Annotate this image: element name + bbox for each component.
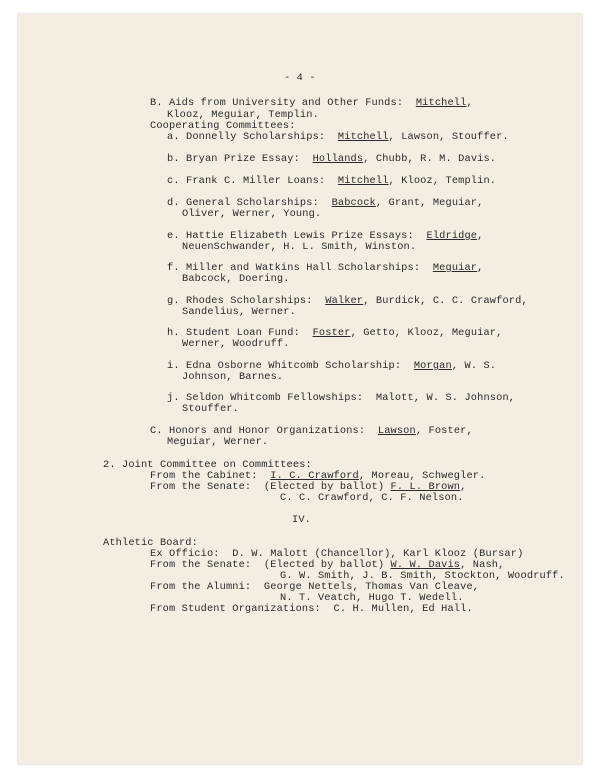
committee-item-cont: Johnson, Barnes. bbox=[182, 371, 284, 383]
committee-item: j. Seldon Whitcomb Fellowships: Malott, W. S. Johnson, bbox=[167, 392, 516, 404]
joint-senate-line: From the Senate: (Elected by ballot) F. L. Brown, bbox=[150, 481, 467, 493]
cooperating-committees-label: Cooperating Committees: bbox=[150, 120, 296, 132]
joint-committee-heading: 2. Joint Committee on Committees: bbox=[103, 459, 312, 471]
committee-item: h. Student Loan Fund: Foster, Getto, Klooz, Meguiar, bbox=[167, 327, 503, 339]
athletic-ex-officio: Ex Officio: D. W. Malott (Chancellor), Karl Klooz (Bursar) bbox=[150, 548, 524, 560]
joint-cabinet-line: From the Cabinet: I. C. Crawford, Moreau, Schwegler. bbox=[150, 470, 486, 482]
athletic-alumni-line-cont: N. T. Veatch, Hugo T. Wedell. bbox=[280, 592, 464, 604]
athletic-students-line: From Student Organizations: C. H. Mullen, Ed Hall. bbox=[150, 603, 473, 615]
committee-item: e. Hattie Elizabeth Lewis Prize Essays: Eldridge, bbox=[167, 230, 484, 242]
committee-item: a. Donnelly Scholarships: Mitchell, Lawson, Stouffer. bbox=[167, 131, 509, 143]
section-c-heading-cont: Meguiar, Werner. bbox=[167, 436, 269, 448]
committee-item-cont: Stouffer. bbox=[182, 403, 239, 415]
committee-item-cont: Werner, Woodruff. bbox=[182, 338, 290, 350]
committee-item: g. Rhodes Scholarships: Walker, Burdick, C. C. Crawford, bbox=[167, 295, 528, 307]
committee-item-cont: NeuenSchwander, H. L. Smith, Winston. bbox=[182, 241, 417, 253]
committee-item-cont: Sandelius, Werner. bbox=[182, 306, 296, 318]
committee-item-cont: Babcock, Doering. bbox=[182, 273, 290, 285]
committee-item: c. Frank C. Miller Loans: Mitchell, Klooz, Templin. bbox=[167, 175, 497, 187]
committee-item: f. Miller and Watkins Hall Scholarships: Meguiar, bbox=[167, 262, 484, 274]
page-number: - 4 - bbox=[284, 72, 316, 84]
athletic-board-heading: Athletic Board: bbox=[103, 537, 198, 549]
section-c-heading: C. Honors and Honor Organizations: Lawson, Foster, bbox=[150, 425, 473, 437]
section-b-heading: B. Aids from University and Other Funds: Mitchell, bbox=[150, 97, 473, 109]
document-page bbox=[18, 14, 582, 764]
section-iv-heading: IV. bbox=[292, 514, 311, 526]
committee-item-cont: Oliver, Werner, Young. bbox=[182, 208, 322, 220]
committee-item: i. Edna Osborne Whitcomb Scholarship: Morgan, W. S. bbox=[167, 360, 497, 372]
athletic-senate-line: From the Senate: (Elected by ballot) W. W. Davis, Nash, bbox=[150, 559, 505, 571]
athletic-alumni-line: From the Alumni: George Nettels, Thomas Van Cleave, bbox=[150, 581, 480, 593]
section-b-heading-cont: Klooz, Meguiar, Templin. bbox=[167, 109, 319, 121]
athletic-senate-line-cont: G. W. Smith, J. B. Smith, Stockton, Woodruff. bbox=[280, 570, 565, 582]
committee-item: b. Bryan Prize Essay: Hollands, Chubb, R. M. Davis. bbox=[167, 153, 497, 165]
committee-item: d. General Scholarships: Babcock, Grant, Meguiar, bbox=[167, 197, 484, 209]
joint-senate-line-cont: C. C. Crawford, C. F. Nelson. bbox=[280, 492, 464, 504]
